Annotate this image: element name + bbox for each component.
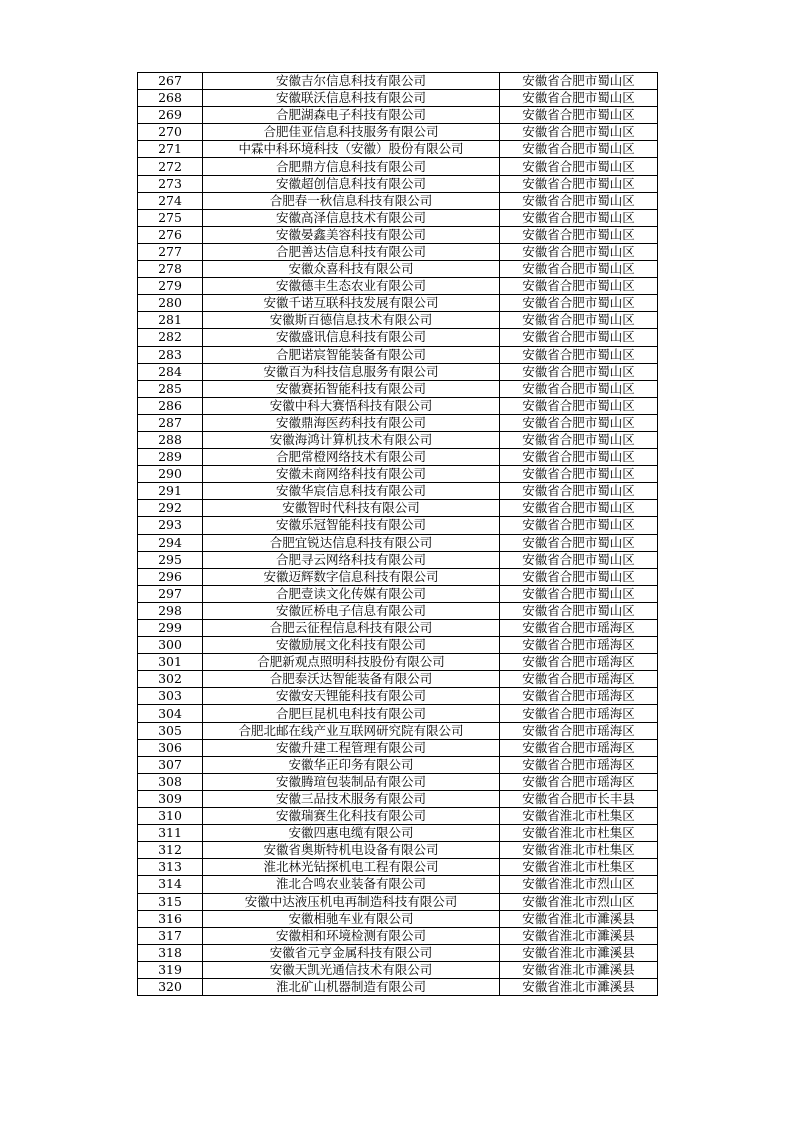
table-row [138, 671, 658, 688]
region-cell: 安徽省合肥市蜀山区 [500, 431, 658, 448]
row-number-cell: 299 [138, 620, 203, 637]
table-row [138, 192, 658, 209]
region-cell: 安徽省合肥市蜀山区 [500, 73, 658, 90]
region-cell: 安徽省合肥市蜀山区 [500, 483, 658, 500]
company-name-cell: 合肥常橙网络技术有限公司 [203, 449, 500, 466]
region-cell: 安徽省合肥市蜀山区 [500, 243, 658, 260]
row-number-cell: 316 [138, 910, 203, 927]
region-cell: 安徽省合肥市蜀山区 [500, 141, 658, 158]
region-cell: 安徽省合肥市蜀山区 [500, 175, 658, 192]
row-number-cell: 280 [138, 295, 203, 312]
row-number-cell: 320 [138, 978, 203, 995]
table-row [138, 637, 658, 654]
company-name-cell: 合肥寻云网络科技有限公司 [203, 551, 500, 568]
region-cell: 安徽省淮北市濉溪县 [500, 927, 658, 944]
company-name-cell: 安徽相和环境检测有限公司 [203, 927, 500, 944]
row-number-cell: 292 [138, 500, 203, 517]
company-name-cell: 安徽乐冠智能科技有限公司 [203, 517, 500, 534]
company-name-cell: 合肥春一秋信息科技有限公司 [203, 192, 500, 209]
region-cell: 安徽省合肥市瑶海区 [500, 688, 658, 705]
table-row [138, 961, 658, 978]
company-name-cell: 安徽赛拓智能科技有限公司 [203, 380, 500, 397]
region-cell: 安徽省淮北市杜集区 [500, 842, 658, 859]
company-name-cell: 安徽智时代科技有限公司 [203, 500, 500, 517]
region-cell: 安徽省合肥市蜀山区 [500, 551, 658, 568]
region-cell: 安徽省合肥市蜀山区 [500, 192, 658, 209]
row-number-cell: 293 [138, 517, 203, 534]
table-row [138, 825, 658, 842]
table-row [138, 295, 658, 312]
region-cell: 安徽省合肥市瑶海区 [500, 671, 658, 688]
region-cell: 安徽省合肥市蜀山区 [500, 346, 658, 363]
table-row [138, 568, 658, 585]
table-row [138, 278, 658, 295]
company-name-cell: 安徽相驰车业有限公司 [203, 910, 500, 927]
region-cell: 安徽省合肥市瑶海区 [500, 756, 658, 773]
row-number-cell: 278 [138, 261, 203, 278]
table-row [138, 688, 658, 705]
company-name-cell: 安徽安天锂能科技有限公司 [203, 688, 500, 705]
table-row [138, 363, 658, 380]
row-number-cell: 311 [138, 825, 203, 842]
table-row [138, 722, 658, 739]
row-number-cell: 273 [138, 175, 203, 192]
row-number-cell: 297 [138, 585, 203, 602]
row-number-cell: 274 [138, 192, 203, 209]
company-name-cell: 安徽吉尔信息科技有限公司 [203, 73, 500, 90]
table-row [138, 620, 658, 637]
company-name-cell: 安徽四惠电缆有限公司 [203, 825, 500, 842]
table-row [138, 107, 658, 124]
row-number-cell: 287 [138, 414, 203, 431]
row-number-cell: 301 [138, 654, 203, 671]
company-name-cell: 安徽华宸信息科技有限公司 [203, 483, 500, 500]
company-name-cell: 合肥泰沃达智能装备有限公司 [203, 671, 500, 688]
row-number-cell: 271 [138, 141, 203, 158]
company-name-cell: 安徽省奥斯特机电设备有限公司 [203, 842, 500, 859]
region-cell: 安徽省淮北市濉溪县 [500, 961, 658, 978]
table-row [138, 790, 658, 807]
region-cell: 安徽省合肥市蜀山区 [500, 585, 658, 602]
region-cell: 安徽省淮北市杜集区 [500, 859, 658, 876]
company-name-cell: 安徽省元亨金属科技有限公司 [203, 944, 500, 961]
company-name-cell: 安徽德丰生态农业有限公司 [203, 278, 500, 295]
row-number-cell: 317 [138, 927, 203, 944]
region-cell: 安徽省合肥市蜀山区 [500, 449, 658, 466]
region-cell: 安徽省合肥市蜀山区 [500, 500, 658, 517]
company-name-cell: 淮北矿山机器制造有限公司 [203, 978, 500, 995]
region-cell: 安徽省合肥市蜀山区 [500, 90, 658, 107]
region-cell: 安徽省合肥市蜀山区 [500, 261, 658, 278]
row-number-cell: 298 [138, 602, 203, 619]
row-number-cell: 305 [138, 722, 203, 739]
company-name-cell: 合肥云征程信息科技有限公司 [203, 620, 500, 637]
company-name-cell: 安徽励展文化科技有限公司 [203, 637, 500, 654]
table-row [138, 380, 658, 397]
region-cell: 安徽省合肥市瑶海区 [500, 654, 658, 671]
table-row [138, 466, 658, 483]
company-name-cell: 安徽天凯光通信技术有限公司 [203, 961, 500, 978]
company-name-cell: 安徽百为科技信息服务有限公司 [203, 363, 500, 380]
region-cell: 安徽省合肥市蜀山区 [500, 466, 658, 483]
table-row [138, 654, 658, 671]
company-name-cell: 安徽华正印务有限公司 [203, 756, 500, 773]
company-name-cell: 中霖中科环境科技（安徽）股份有限公司 [203, 141, 500, 158]
row-number-cell: 319 [138, 961, 203, 978]
row-number-cell: 300 [138, 637, 203, 654]
company-name-cell: 安徽斯百德信息技术有限公司 [203, 312, 500, 329]
region-cell: 安徽省合肥市蜀山区 [500, 517, 658, 534]
row-number-cell: 284 [138, 363, 203, 380]
table-row [138, 312, 658, 329]
row-number-cell: 281 [138, 312, 203, 329]
region-cell: 安徽省合肥市蜀山区 [500, 278, 658, 295]
company-name-cell: 合肥湖森电子科技有限公司 [203, 107, 500, 124]
company-name-cell: 安徽瑞赛生化科技有限公司 [203, 808, 500, 825]
row-number-cell: 268 [138, 90, 203, 107]
row-number-cell: 309 [138, 790, 203, 807]
table-row [138, 808, 658, 825]
row-number-cell: 308 [138, 773, 203, 790]
table-row [138, 226, 658, 243]
table-row [138, 431, 658, 448]
company-name-cell: 安徽千诺互联科技发展有限公司 [203, 295, 500, 312]
region-cell: 安徽省合肥市瑶海区 [500, 620, 658, 637]
table-row [138, 910, 658, 927]
table-row [138, 944, 658, 961]
row-number-cell: 315 [138, 893, 203, 910]
region-cell: 安徽省合肥市蜀山区 [500, 226, 658, 243]
row-number-cell: 306 [138, 739, 203, 756]
row-number-cell: 272 [138, 158, 203, 175]
region-cell: 安徽省合肥市蜀山区 [500, 414, 658, 431]
region-cell: 安徽省合肥市蜀山区 [500, 534, 658, 551]
table-row [138, 756, 658, 773]
row-number-cell: 285 [138, 380, 203, 397]
company-name-cell: 安徽海鸿计算机技术有限公司 [203, 431, 500, 448]
table-row [138, 243, 658, 260]
table-row [138, 346, 658, 363]
table-row [138, 739, 658, 756]
table-row [138, 209, 658, 226]
table-row [138, 602, 658, 619]
table-row [138, 585, 658, 602]
region-cell: 安徽省合肥市长丰县 [500, 790, 658, 807]
region-cell: 安徽省淮北市濉溪县 [500, 978, 658, 995]
company-name-cell: 合肥新观点照明科技股份有限公司 [203, 654, 500, 671]
company-name-cell: 安徽未商网络科技有限公司 [203, 466, 500, 483]
company-name-cell: 合肥佳亚信息科技服务有限公司 [203, 124, 500, 141]
row-number-cell: 276 [138, 226, 203, 243]
row-number-cell: 312 [138, 842, 203, 859]
row-number-cell: 288 [138, 431, 203, 448]
company-name-cell: 合肥北邮在线产业互联网研究院有限公司 [203, 722, 500, 739]
table-row [138, 90, 658, 107]
row-number-cell: 289 [138, 449, 203, 466]
row-number-cell: 270 [138, 124, 203, 141]
region-cell: 安徽省合肥市蜀山区 [500, 158, 658, 175]
region-cell: 安徽省合肥市蜀山区 [500, 380, 658, 397]
region-cell: 安徽省淮北市濉溪县 [500, 910, 658, 927]
row-number-cell: 267 [138, 73, 203, 90]
row-number-cell: 286 [138, 397, 203, 414]
row-number-cell: 296 [138, 568, 203, 585]
company-name-cell: 安徽迈辉数字信息科技有限公司 [203, 568, 500, 585]
company-name-cell: 淮北林光钻探机电工程有限公司 [203, 859, 500, 876]
company-name-cell: 安徽高泽信息技术有限公司 [203, 209, 500, 226]
table-row [138, 893, 658, 910]
table-row [138, 978, 658, 995]
company-name-cell: 安徽众喜科技有限公司 [203, 261, 500, 278]
company-name-cell: 安徽联沃信息科技有限公司 [203, 90, 500, 107]
region-cell: 安徽省合肥市蜀山区 [500, 312, 658, 329]
company-name-cell: 安徽盛讯信息科技有限公司 [203, 329, 500, 346]
row-number-cell: 290 [138, 466, 203, 483]
company-name-cell: 安徽中科大赛悟科技有限公司 [203, 397, 500, 414]
company-name-cell: 合肥诺宸智能装备有限公司 [203, 346, 500, 363]
row-number-cell: 294 [138, 534, 203, 551]
region-cell: 安徽省合肥市蜀山区 [500, 295, 658, 312]
row-number-cell: 314 [138, 876, 203, 893]
row-number-cell: 291 [138, 483, 203, 500]
table-row [138, 73, 658, 90]
table-row [138, 842, 658, 859]
region-cell: 安徽省合肥市蜀山区 [500, 209, 658, 226]
region-cell: 安徽省淮北市烈山区 [500, 876, 658, 893]
table-row [138, 483, 658, 500]
company-name-cell: 合肥鼎方信息科技有限公司 [203, 158, 500, 175]
region-cell: 安徽省淮北市杜集区 [500, 808, 658, 825]
region-cell: 安徽省合肥市瑶海区 [500, 722, 658, 739]
table-row [138, 876, 658, 893]
region-cell: 安徽省合肥市瑶海区 [500, 739, 658, 756]
region-cell: 安徽省淮北市烈山区 [500, 893, 658, 910]
company-table [137, 72, 658, 996]
region-cell: 安徽省合肥市蜀山区 [500, 124, 658, 141]
table-row [138, 261, 658, 278]
row-number-cell: 279 [138, 278, 203, 295]
company-name-cell: 合肥巨昆机电科技有限公司 [203, 705, 500, 722]
row-number-cell: 313 [138, 859, 203, 876]
row-number-cell: 304 [138, 705, 203, 722]
company-name-cell: 合肥宜锐达信息科技有限公司 [203, 534, 500, 551]
region-cell: 安徽省合肥市蜀山区 [500, 329, 658, 346]
table-row [138, 175, 658, 192]
region-cell: 安徽省合肥市瑶海区 [500, 773, 658, 790]
region-cell: 安徽省合肥市瑶海区 [500, 637, 658, 654]
company-name-cell: 安徽腾瑄包装制品有限公司 [203, 773, 500, 790]
row-number-cell: 277 [138, 243, 203, 260]
company-name-cell: 安徽升建工程管理有限公司 [203, 739, 500, 756]
table-row [138, 449, 658, 466]
row-number-cell: 275 [138, 209, 203, 226]
company-name-cell: 安徽晏鑫美容科技有限公司 [203, 226, 500, 243]
table-row [138, 414, 658, 431]
table-row [138, 773, 658, 790]
company-name-cell: 淮北合鸣农业装备有限公司 [203, 876, 500, 893]
row-number-cell: 282 [138, 329, 203, 346]
region-cell: 安徽省淮北市濉溪县 [500, 944, 658, 961]
table-row [138, 329, 658, 346]
row-number-cell: 310 [138, 808, 203, 825]
region-cell: 安徽省合肥市瑶海区 [500, 705, 658, 722]
table-row [138, 517, 658, 534]
row-number-cell: 318 [138, 944, 203, 961]
row-number-cell: 307 [138, 756, 203, 773]
company-name-cell: 安徽超创信息科技有限公司 [203, 175, 500, 192]
region-cell: 安徽省淮北市杜集区 [500, 825, 658, 842]
region-cell: 安徽省合肥市蜀山区 [500, 397, 658, 414]
company-name-cell: 安徽鼎海医药科技有限公司 [203, 414, 500, 431]
table-row [138, 141, 658, 158]
row-number-cell: 269 [138, 107, 203, 124]
row-number-cell: 303 [138, 688, 203, 705]
table-row [138, 124, 658, 141]
table-row [138, 397, 658, 414]
region-cell: 安徽省合肥市蜀山区 [500, 363, 658, 380]
table-row [138, 158, 658, 175]
table-row [138, 705, 658, 722]
company-name-cell: 合肥善达信息科技有限公司 [203, 243, 500, 260]
table-row [138, 551, 658, 568]
region-cell: 安徽省合肥市蜀山区 [500, 568, 658, 585]
region-cell: 安徽省合肥市蜀山区 [500, 107, 658, 124]
table-row [138, 927, 658, 944]
table-row [138, 500, 658, 517]
row-number-cell: 283 [138, 346, 203, 363]
company-name-cell: 安徽匠桥电子信息有限公司 [203, 602, 500, 619]
table-row [138, 859, 658, 876]
company-name-cell: 安徽中达液压机电再制造科技有限公司 [203, 893, 500, 910]
row-number-cell: 302 [138, 671, 203, 688]
company-name-cell: 安徽三品技术服务有限公司 [203, 790, 500, 807]
company-table-body [138, 73, 658, 996]
table-row [138, 534, 658, 551]
row-number-cell: 295 [138, 551, 203, 568]
company-name-cell: 合肥壹读文化传媒有限公司 [203, 585, 500, 602]
region-cell: 安徽省合肥市蜀山区 [500, 602, 658, 619]
